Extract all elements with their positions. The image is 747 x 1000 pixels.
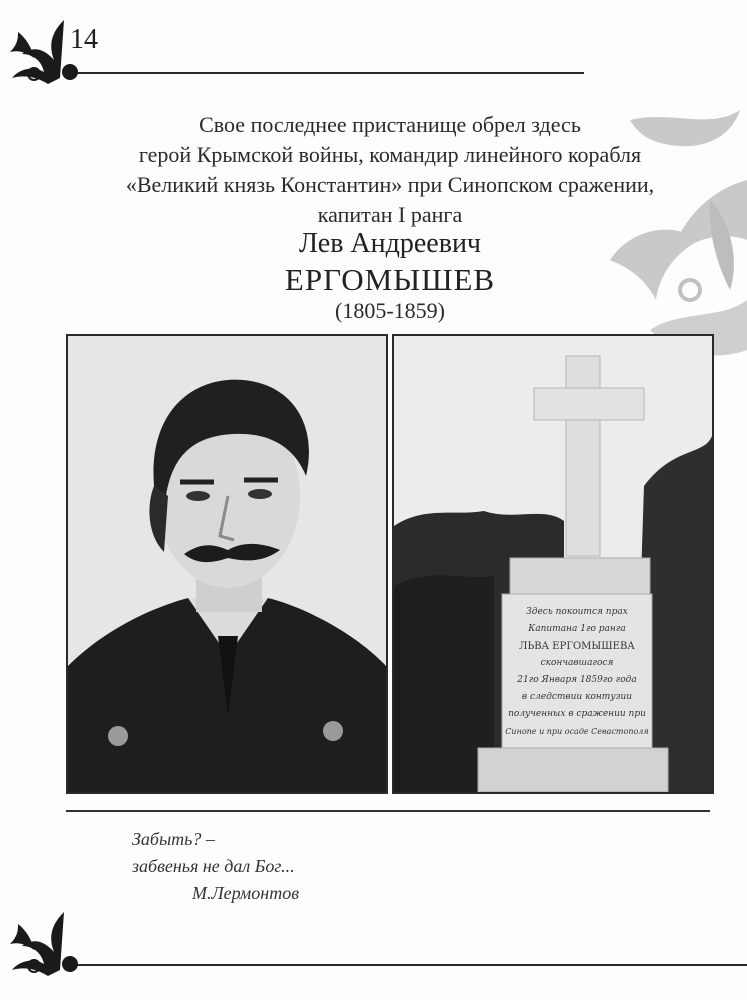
top-rule	[76, 72, 584, 74]
inscription-line: скончавшагося	[540, 658, 614, 668]
person-years: (1805-1859)	[335, 298, 445, 323]
inscription-line: полученных в сражении при	[508, 709, 646, 719]
bottom-rule	[76, 964, 747, 966]
grave-inscription	[504, 604, 650, 740]
corner-ornament-top	[4, 18, 74, 90]
intro-line: Свое последнее пристанище обрел здесь	[199, 112, 581, 137]
epigraph-author: М.Лермонтов	[192, 883, 300, 903]
inscription-line: Капитана 1го ранга	[528, 624, 626, 634]
inscription-line: в следствии контузии	[521, 692, 633, 702]
inscription-line: ЛЬВА ЕРГОМЫШЕВА	[519, 641, 635, 652]
epigraph-line: Забыть? –	[132, 829, 215, 849]
bottom-rule-dot	[62, 956, 78, 972]
person-first-names: Лев Андреевич	[298, 228, 482, 259]
portrait-photo	[66, 334, 388, 794]
top-rule-dot	[62, 64, 78, 80]
inscription-line: Здесь покоится прах	[526, 607, 628, 617]
page-number: 14	[70, 24, 98, 55]
grave-photo	[392, 334, 714, 794]
epigraph	[132, 826, 299, 907]
corner-ornament-bottom	[4, 910, 74, 982]
epigraph-line: забвенья не дал Бог...	[132, 856, 295, 876]
intro-line: капитан I ранга	[317, 202, 463, 227]
person-last-name: ЕРГОМЫШЕВ	[284, 262, 496, 297]
intro-line: «Великий князь Константин» при Синопском сражении,	[125, 172, 655, 197]
section-divider	[66, 810, 710, 812]
inscription-line: 21го Января 1859го года	[517, 675, 637, 685]
inscription-line: Синопе и при осаде Севастополя	[505, 727, 649, 736]
intro-line: герой Крымской войны, командир линейного корабля	[138, 142, 642, 167]
portrait-illustration	[68, 336, 386, 792]
intro-text	[100, 110, 680, 230]
